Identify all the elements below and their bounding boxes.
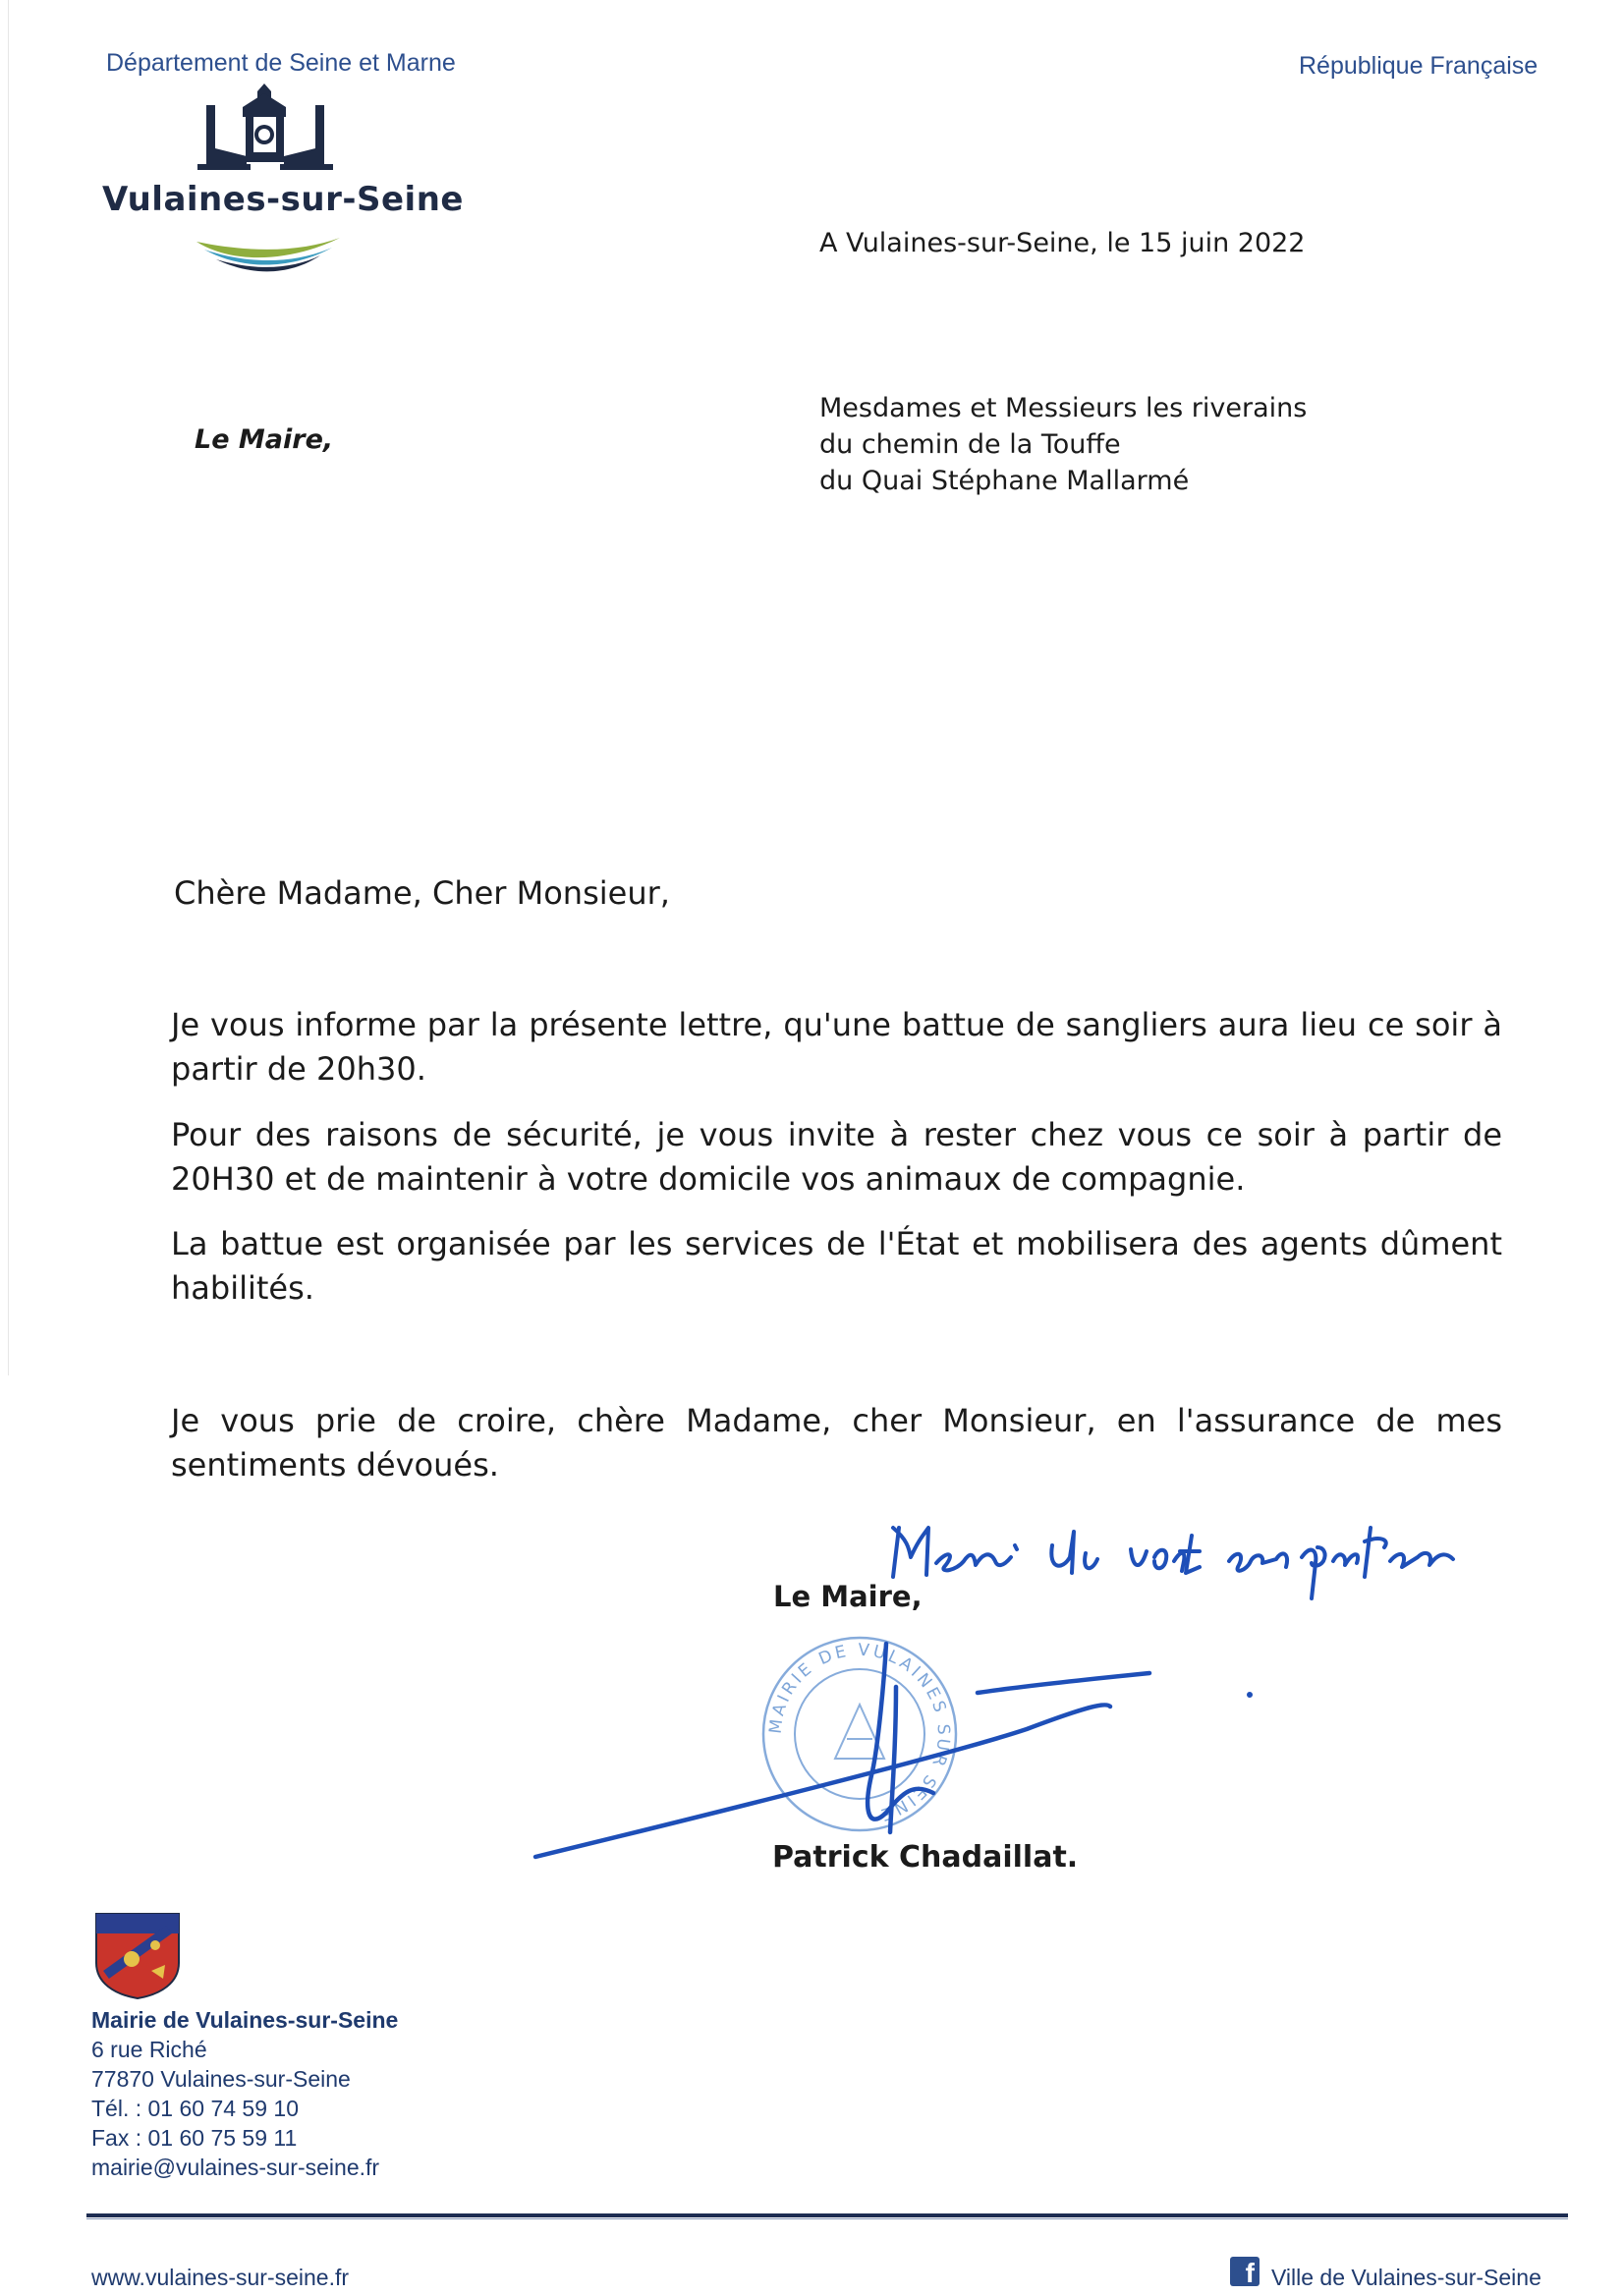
town-hall-logo-icon (192, 82, 339, 172)
salutation: Chère Madame, Cher Monsieur, (174, 874, 670, 912)
recipient-block (819, 390, 1307, 499)
date-line: A Vulaines-sur-Seine, le 15 juin 2022 (819, 228, 1306, 258)
sender-title: Le Maire, (195, 424, 334, 455)
recipient-line: du Quai Stéphane Mallarmé (819, 466, 1190, 496)
closing-title: Le Maire, (773, 1580, 923, 1613)
footer-divider (86, 2213, 1568, 2217)
fax-line: Fax : 01 60 75 59 11 (91, 2125, 298, 2151)
office-name: Mairie de Vulaines-sur-Seine (91, 2007, 399, 2033)
republic-label: République Française (1299, 52, 1539, 80)
handwritten-note (879, 1488, 1459, 1636)
body-paragraph: Pour des raisons de sécurité, je vous invite à rester chez vous ce soir à partir de 20H30 et de maintenir à votre domicile vos animaux de compagnie. (171, 1116, 1502, 1198)
body-paragraph: La battue est organisée par les services de l'État et mobilisera des agents dûment habilités. (171, 1225, 1502, 1307)
mayor-name: Patrick Chadaillat. (772, 1840, 1079, 1875)
department-label: Département de Seine et Marne (106, 49, 456, 77)
footer-contact (91, 2005, 398, 2182)
scan-edge (8, 0, 9, 1375)
body-paragraph: Je vous informe par la présente lettre, qu'une battue de sangliers aura lieu ce soir à partir de 20h30. (171, 1006, 1502, 1088)
phone-line: Tél. : 01 60 74 59 10 (91, 2096, 299, 2121)
website-link[interactable]: www.vulaines-sur-seine.fr (91, 2265, 350, 2290)
closing-paragraph: Je vous prie de croire, chère Madame, cher Monsieur, en l'assurance de mes sentiments dévoués. (171, 1402, 1502, 1484)
river-wave-logo-icon (195, 236, 342, 277)
recipient-line: du chemin de la Touffe (819, 429, 1121, 460)
address-line: 6 rue Riché (91, 2037, 207, 2062)
signature (521, 1636, 1307, 1881)
town-name: Vulaines-sur-Seine (102, 180, 464, 219)
coat-of-arms-icon (92, 1910, 183, 2000)
facebook-link[interactable]: Ville de Vulaines-sur-Seine (1271, 2265, 1541, 2290)
postal-line: 77870 Vulaines-sur-Seine (91, 2066, 351, 2092)
facebook-icon[interactable]: f (1230, 2257, 1260, 2286)
footer-divider-thin (86, 2218, 1568, 2219)
stamp-text: MAIRIE DE VULAINES SUR SEINE (765, 1640, 954, 1825)
email-link[interactable]: mairie@vulaines-sur-seine.fr (91, 2155, 380, 2180)
recipient-line: Mesdames et Messieurs les riverains (819, 393, 1308, 423)
